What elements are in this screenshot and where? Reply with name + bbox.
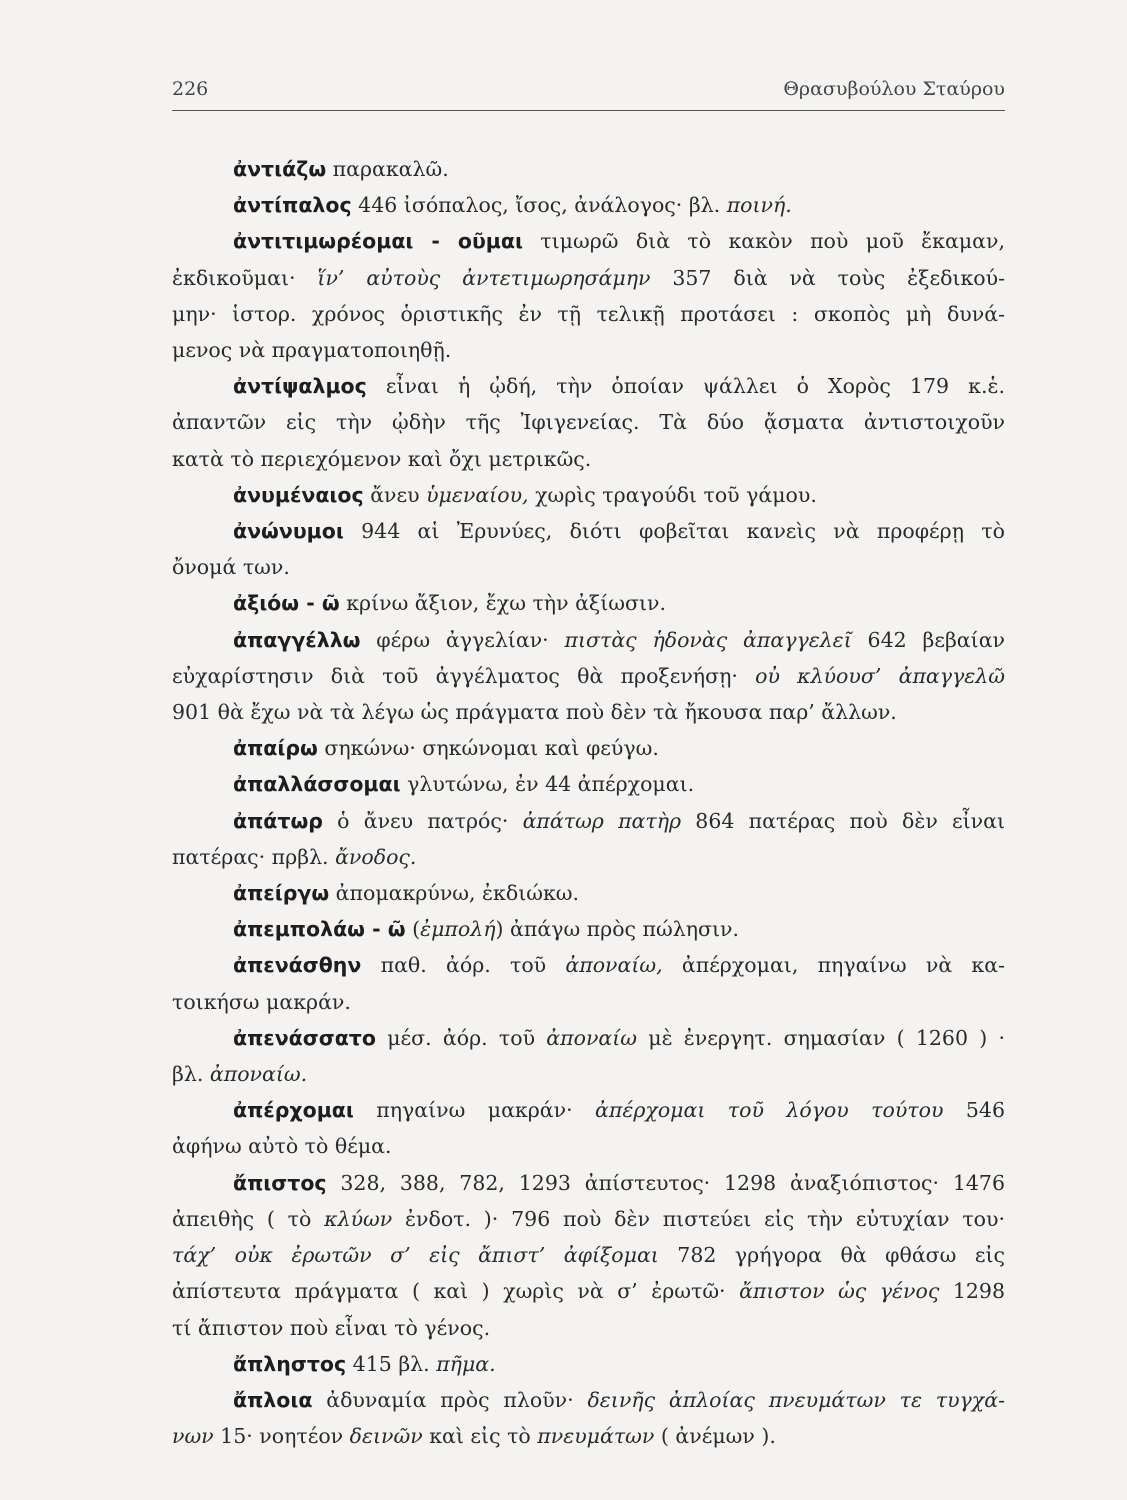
entry-line [172,766,1005,802]
glossary-entry [172,1382,1005,1454]
definition-text: σηκώνω· σηκώνομαι καὶ φεύγω. [317,736,659,761]
entry-line [172,1165,1005,1201]
definition-text: εἶναι ἡ ᾠδή, τὴν ὁποίαν ψάλλει ὁ Χορὸς 179 κ.ἑ. [366,374,1005,399]
glossary-entry [172,187,1005,223]
definition-text: ἄνευ [363,482,427,507]
definition-text: πηγαίνω μακράν· [353,1098,596,1123]
entry-line [172,187,1005,223]
entry-line [172,151,1005,187]
definition-text: 328, 388, 782, 1293 ἀπίστευτος· 1298 ἀναξιόπιστος· 1476 [326,1170,1005,1195]
entry-line [172,622,1005,658]
glossary-entry [172,766,1005,802]
quotation-text: οὐ κλύουσ’ ἀπαγγελῶ [755,663,1005,688]
entry-line [172,513,1005,549]
definition-text: 782 γρήγορα θὰ φθάσω εἰς [658,1243,1005,1268]
entry-line [172,1382,1005,1418]
definition-text: ἐνδοτ. )· 796 ποὺ δὲν πιστεύει εἰς τὴν εὐτυχίαν του· [392,1206,1005,1231]
definition-text: βλ. [172,1062,210,1087]
headword: ἀπαλλάσσομαι [233,772,401,797]
quotation-text: ἵν’ αὐτοὺς ἀντετιμωρησάμην [317,265,651,290]
definition-text: ἀπομακρύνω, ἐκδιώκω. [329,881,579,906]
definition-text: ἀπέρχομαι, πηγαίνω νὰ κα- [662,953,1006,978]
quotation-text: ἄνοδος. [335,844,417,869]
headword: ἀπαίρω [233,736,318,761]
headword: ἀπέρχομαι [233,1098,354,1123]
headword: ἀνυμέναιος [233,482,364,507]
quotation-text: δεινῆς ἀπλοίας πνευμάτων τε τυγχά- [587,1387,1005,1412]
glossary-entry [172,368,1005,477]
entry-line [172,585,1005,621]
headword: ἀπενάσσατο [233,1025,376,1050]
definition-text: τί ἄπιστον ποὺ εἶναι τὸ γένος. [172,1315,491,1340]
entry-line [172,730,1005,766]
headword: ἀξιόω - ῶ [233,591,340,616]
glossary-entry [172,513,1005,585]
glossary-entry [172,875,1005,911]
definition-text: μέσ. ἀόρ. τοῦ [375,1025,547,1050]
glossary-entry [172,730,1005,766]
headword: ἀνώνυμοι [233,519,344,544]
definition-text: τιμωρῶ διὰ τὸ κακὸν ποὺ μοῦ ἔκαμαν, [522,229,1005,254]
entry-line [172,549,1005,585]
headword: ἀντίψαλμος [233,374,367,399]
quotation-text: ἀποναίω, [565,953,663,978]
entry-line [172,1346,1005,1382]
quotation-text: πιστὰς ἡδονὰς ἀπαγγελεῖ [564,627,852,652]
definition-text: παρακαλῶ. [326,157,449,181]
entry-line [172,1020,1005,1056]
headword: ἄπλοια [233,1387,313,1412]
glossary-entry [172,477,1005,513]
glossary-entry [172,622,1005,731]
entry-line [172,477,1005,513]
definition-text: ἀπίστευτα πράγματα ( καὶ ) χωρὶς νὰ σ’ ἐρωτῶ· [172,1279,740,1304]
definition-text: εὐχαρίστησιν διὰ τοῦ ἀγγέλματος θὰ προξενήσῃ· [172,663,756,688]
headword: ἀντίπαλος [233,193,352,218]
entry-line [172,332,1005,368]
definition-text: 901 θὰ ἔχω νὰ τὰ λέγω ὡς πράγματα ποὺ δὲν τὰ ἤκουσα παρ’ ἄλλων. [172,700,897,725]
definition-text: ) ἀπάγω πρὸς πώλησιν. [495,917,740,942]
definition-text: φέρω ἀγγελίαν· [360,627,565,652]
entry-line [172,368,1005,404]
headword: ἀντιάζω [233,157,327,181]
quotation-text: πῆμα. [436,1351,496,1376]
quotation-text: νων [172,1424,214,1449]
entry-line [172,1237,1005,1273]
definition-text: ( [405,917,421,942]
quotation-text: ἀπάτωρ πατὴρ [522,808,682,833]
definition-text: ἀφήνω αὐτὸ τὸ θέμα. [172,1134,392,1159]
headword: ἀπαγγέλλω [233,627,361,652]
definition-text: ( ἀνέμων ). [654,1424,776,1449]
entry-line [172,1056,1005,1092]
glossary-entry [172,1092,1005,1164]
entry-line [172,694,1005,730]
definition-text: κατὰ τὸ περιεχόμενον καὶ ὄχι μετρικῶς. [172,446,592,471]
definition-text: 1298 [939,1279,1005,1304]
glossary-entry [172,1346,1005,1382]
quotation-text: τάχ’ οὐκ ἐρωτῶν σ’ εἰς ἄπιστ’ ἀφίξομαι [172,1243,659,1268]
quotation-text: πνευμάτων [537,1424,655,1449]
headword: ἀπενάσθην [233,953,362,978]
headword: ἀπεμπολάω - ῶ [233,917,406,942]
entry-line [172,1273,1005,1309]
quotation-text: ἀποναίω. [209,1062,308,1087]
entry-line [172,260,1005,296]
headword: ἀντιτιμωρέομαι - οῦμαι [233,229,523,254]
definition-text: ἀδυναμία πρὸς πλοῦν· [312,1387,588,1412]
entry-line [172,441,1005,477]
definition-text: καὶ εἰς τὸ [422,1424,538,1449]
entry-line [172,1310,1005,1346]
definition-text: 864 πατέρας ποὺ δὲν εἶναι [681,808,1005,833]
quotation-text: κλύων [324,1206,393,1231]
entry-line [172,1092,1005,1128]
entry-line [172,875,1005,911]
quotation-text: ἀποναίω [546,1025,637,1050]
glossary-entry [172,1165,1005,1346]
definition-text: 944 αἱ Ἐρυνύες, διότι φοβεῖται κανεὶς νὰ προφέρῃ τὸ [343,519,1005,544]
entry-line [172,1201,1005,1237]
entry-line [172,947,1005,983]
glossary-entry [172,1020,1005,1092]
definition-text: 642 βεβαίαν [851,627,1005,652]
definition-text: 546 [943,1098,1005,1123]
entry-line [172,658,1005,694]
entry-line [172,839,1005,875]
glossary-entry [172,223,1005,368]
entry-line [172,404,1005,440]
definition-text: 357 διὰ νὰ τοὺς ἐξεδικού- [650,265,1005,290]
page-number: 226 [172,78,209,100]
page [172,78,1005,1454]
definition-text: μὲ ἐνεργητ. σημασίαν ( 1260 ) · [637,1025,1005,1050]
definition-text: 15· νοητέον [213,1424,350,1449]
running-title: Θρασυβούλου Σταύρου [783,78,1005,100]
headword: ἀπάτωρ [233,808,323,833]
definition-text: μενος νὰ πραγματοποιηθῇ. [172,338,452,363]
quotation-text: δεινῶν [349,1424,423,1449]
definition-text: χωρὶς τραγούδι τοῦ γάμου. [528,482,817,507]
quotation-text: ἐμπολή [420,917,496,942]
headword: ἄπληστος [233,1351,347,1376]
definition-text: ὁ ἄνευ πατρός· [322,808,523,833]
definition-text: πατέρας· πρβλ. [172,844,336,869]
glossary-entry [172,151,1005,187]
definition-text: παθ. ἀόρ. τοῦ [361,953,566,978]
definition-text: γλυτώνω, ἐν 44 ἀπέρχομαι. [400,772,695,797]
definition-text: ἀπαντῶν εἰς τὴν ᾠδὴν τῆς Ἰφιγενείας. Τὰ δύο ᾄσματα ἀντιστοιχοῦν [172,410,1005,435]
entry-line [172,911,1005,947]
definition-text: ἀπειθὴς ( τὸ [172,1206,325,1231]
glossary-entries [172,151,1005,1454]
glossary-entry [172,947,1005,1019]
definition-text: ἐκδικοῦμαι· [172,265,318,290]
headword: ἄπιστος [233,1170,327,1195]
entry-line [172,223,1005,259]
headword: ἀπείργω [233,881,330,906]
quotation-text: ἄπιστον ὡς γένος [739,1279,940,1304]
entry-line [172,803,1005,839]
quotation-text: ἀπέρχομαι τοῦ λόγου τούτου [595,1098,944,1123]
definition-text: 415 βλ. [346,1351,437,1376]
glossary-entry [172,585,1005,621]
entry-line [172,296,1005,332]
quotation-text: ὑμεναίου, [426,482,529,507]
quotation-text: ποινή. [726,193,792,218]
glossary-entry [172,911,1005,947]
entry-line [172,984,1005,1020]
entry-line [172,1418,1005,1454]
definition-text: 446 ἰσόπαλος, ἴσος, ἀνάλογος· βλ. [351,193,727,218]
definition-text: ὄνομά των. [172,555,290,580]
definition-text: κρίνω ἄξιον, ἔχω τὴν ἀξίωσιν. [339,591,666,616]
glossary-entry [172,803,1005,875]
definition-text: τοικήσω μακράν. [172,989,351,1014]
page-header [172,78,1005,111]
entry-line [172,1128,1005,1164]
definition-text: μην· ἱστορ. χρόνος ὁριστικῆς ἐν τῇ τελικῇ προτάσει : σκοπὸς μὴ δυνά- [172,301,1005,326]
